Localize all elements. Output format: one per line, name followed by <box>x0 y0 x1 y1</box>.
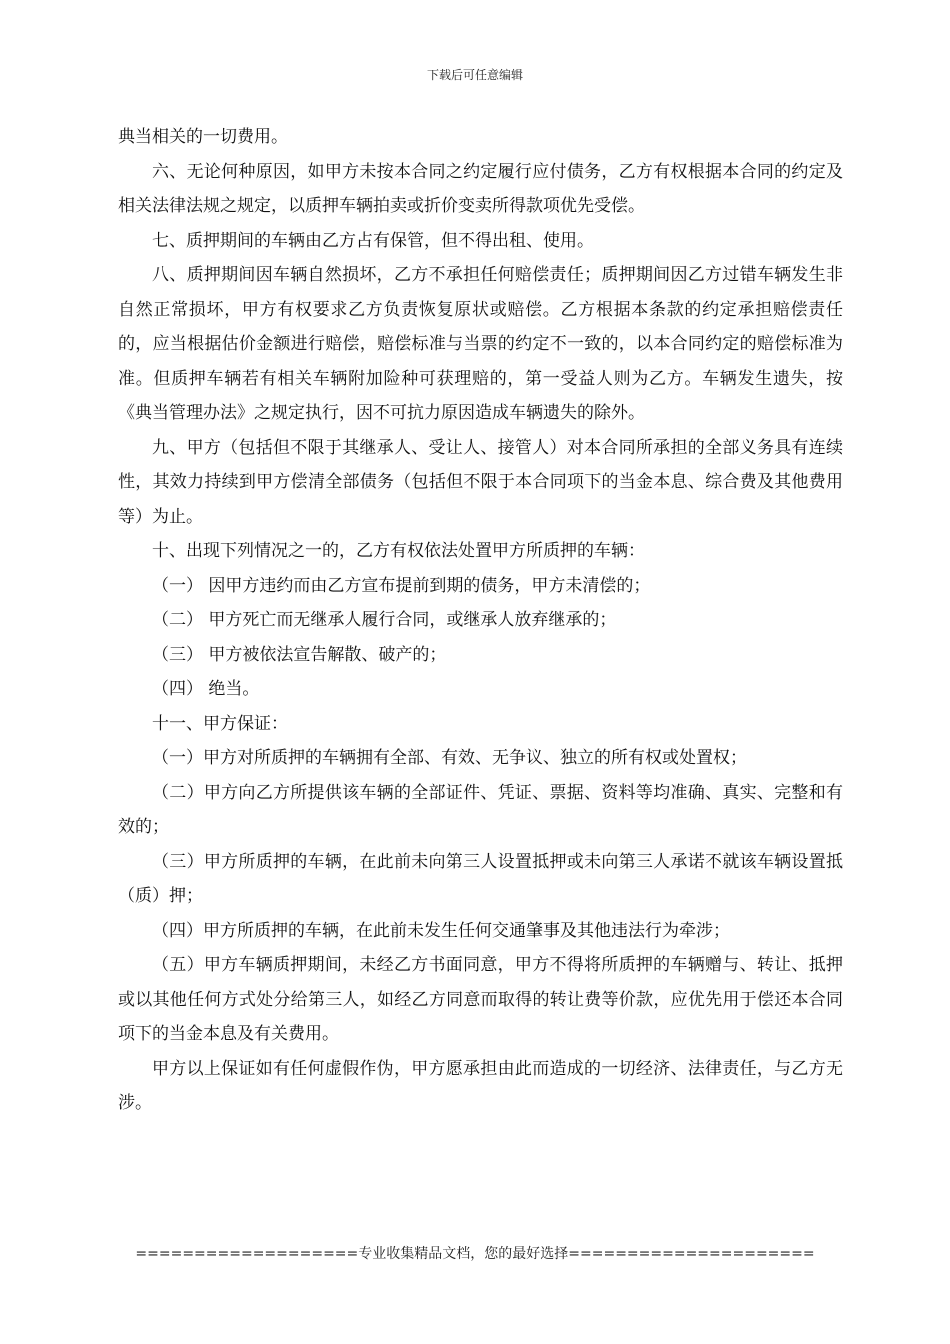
clause-11: 十一、甲方保证： <box>152 713 288 734</box>
clause-7: 七、质押期间的车辆由乙方占有保管，但不得出租、使用。 <box>152 230 594 251</box>
footer-banner: ===================专业收集精品文档，您的最好选择===================== <box>135 1246 815 1262</box>
paragraph-continued: 典当相关的一切费用。 <box>118 127 288 147</box>
guarantee-statement: 甲方以上保证如有任何虚假作伪，甲方愿承担由此而造成的一切经济、法律责任，与乙方无涉。 <box>118 1058 843 1113</box>
clause-11-item-5: （五）甲方车辆质押期间，未经乙方书面同意，甲方不得将所质押的车辆赠与、转让、抵押或以其他任何方式处分给第三人，如经乙方同意而取得的转让费等价款，应优先用于偿还本合同项下的当金本息及有关费用。 <box>118 955 843 1044</box>
clause-10-item-2: （二） 甲方死亡而无继承人履行合同，或继承人放弃继承的； <box>152 610 617 630</box>
clause-9: 九、甲方（包括但不限于其继承人、受让人、接管人）对本合同所承担的全部义务具有连续性，其效力持续到甲方偿清全部债务（包括但不限于本合同项下的当金本息、综合费及其他费用等）为止。 <box>118 437 843 527</box>
clause-10-item-4: （四） 绝当。 <box>152 679 260 699</box>
clause-11-item-2: （二）甲方向乙方所提供该车辆的全部证件、凭证、票据、资料等均准确、真实、完整和有效的； <box>118 782 843 837</box>
clause-8: 八、质押期间因车辆自然损坏，乙方不承担任何赔偿责任；质押期间因乙方过错车辆发生非自然正常损坏，甲方有权要求乙方负责恢复原状或赔偿。乙方根据本条款的约定承担赔偿责任的，应当根据估价金额进行赔偿，赔偿标准与当票的约定不一致的，以本合同约定的赔偿标准为准。但质押车辆若有相关车辆附加险种可获理赔的，第一受益人则为乙方。车辆发生遗失，按《典当管理办法》之规定执行，因不可抗力原因造成车辆遗失的除外。 <box>118 265 843 423</box>
clause-10-item-1: （一） 因甲方违约而由乙方宣布提前到期的债务，甲方未清偿的； <box>152 575 651 596</box>
header-note: 下载后可任意编辑 <box>426 68 523 82</box>
clause-10: 十、出现下列情况之一的，乙方有权依法处置甲方所质押的车辆： <box>152 541 645 561</box>
document-body <box>118 120 843 1121</box>
clause-11-item-3: （三）甲方所质押的车辆，在此前未向第三人设置抵押或未向第三人承诺不就该车辆设置抵（质）押； <box>118 851 843 906</box>
clause-11-item-4: （四）甲方所质押的车辆，在此前未发生任何交通肇事及其他违法行为牵涉； <box>152 920 730 941</box>
clause-11-item-1: （一）甲方对所质押的车辆拥有全部、有效、无争议、独立的所有权或处置权； <box>152 748 747 768</box>
clause-6: 六、无论何种原因，如甲方未按本合同之约定履行应付债务，乙方有权根据本合同的约定及相关法律法规之规定，以质押车辆拍卖或折价变卖所得款项优先受偿。 <box>118 161 843 216</box>
clause-10-item-3: （三） 甲方被依法宣告解散、破产的； <box>152 644 447 665</box>
